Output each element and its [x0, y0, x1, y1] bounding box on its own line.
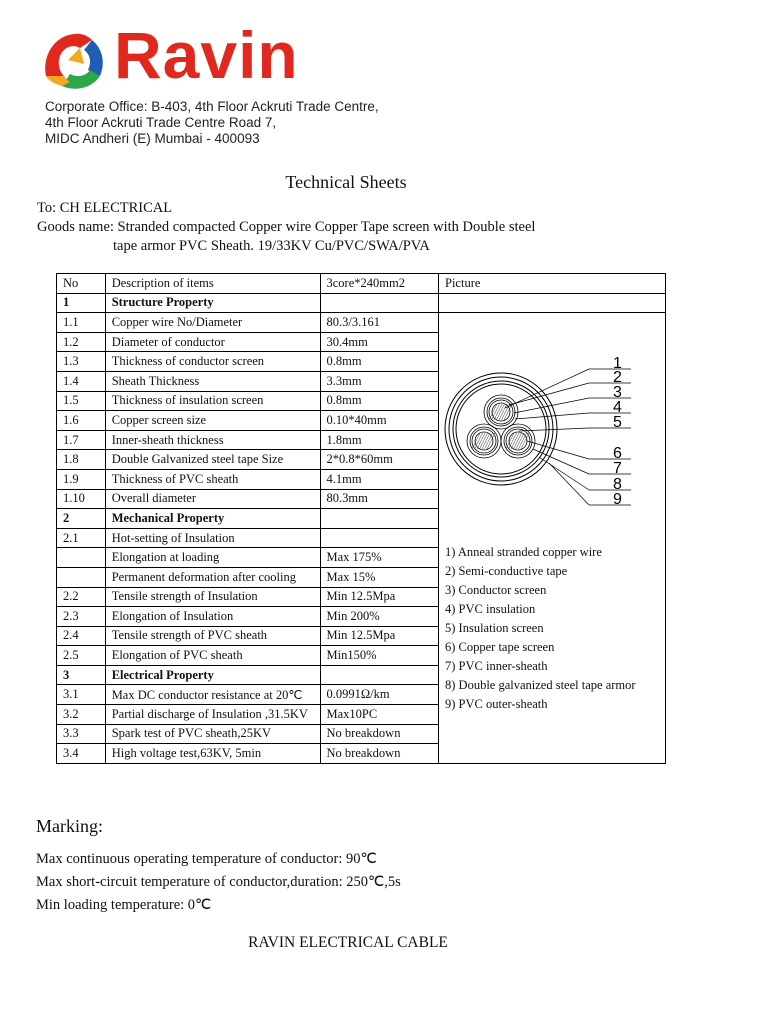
- row-description: Inner-sheath thickness: [105, 430, 320, 450]
- row-value: 0.10*40mm: [320, 411, 439, 431]
- row-no: 1.3: [57, 352, 106, 372]
- row-value: 0.8mm: [320, 391, 439, 411]
- callout-number: 5: [613, 414, 622, 432]
- row-no: 1.4: [57, 371, 106, 391]
- picture-cell: [439, 313, 666, 764]
- goods-name: Goods name: Stranded compacted Copper wire Copper Tape screen with Double steel: [37, 219, 536, 235]
- row-description: Max DC conductor resistance at 20℃: [105, 685, 320, 705]
- table-row: [57, 293, 666, 313]
- row-description: High voltage test,63KV, 5min: [105, 744, 320, 764]
- row-no: [57, 567, 106, 587]
- order-info: [37, 199, 535, 256]
- row-description: Electrical Property: [105, 665, 320, 685]
- page-title: Technical Sheets: [285, 172, 407, 192]
- row-value: Min 200%: [320, 607, 439, 627]
- recipient: To: CH ELECTRICAL: [37, 200, 173, 216]
- row-value: Min150%: [320, 646, 439, 666]
- callout-number: 6: [613, 445, 622, 463]
- row-description: Elongation of Insulation: [105, 607, 320, 627]
- table-header-row: [57, 274, 666, 294]
- legend-item: 4) PVC insulation: [445, 602, 536, 617]
- row-no: 2.2: [57, 587, 106, 607]
- corporate-address: [45, 99, 379, 147]
- footer-company: RAVIN ELECTRICAL CABLE: [248, 934, 448, 951]
- callout-number: 9: [613, 491, 622, 509]
- row-no: [57, 548, 106, 568]
- row-value: [320, 293, 439, 313]
- goods-name-cont: tape armor PVC Sheath. 19/33KV Cu/PVC/SWA/PVA: [113, 238, 430, 254]
- legend-item: 2) Semi-conductive tape: [445, 564, 568, 579]
- row-description: Spark test of PVC sheath,25KV: [105, 724, 320, 744]
- legend-item: 5) Insulation screen: [445, 621, 544, 636]
- row-description: Copper wire No/Diameter: [105, 313, 320, 333]
- marking-heading: Marking:: [36, 816, 103, 836]
- row-value: 80.3/3.161: [320, 313, 439, 333]
- row-no: 3.3: [57, 724, 106, 744]
- row-value: No breakdown: [320, 744, 439, 764]
- row-description: Hot-setting of Insulation: [105, 528, 320, 548]
- legend-item: 6) Copper tape screen: [445, 640, 555, 655]
- row-no: 3.1: [57, 685, 106, 705]
- legend-item: 7) PVC inner-sheath: [445, 659, 548, 674]
- row-value: 80.3mm: [320, 489, 439, 509]
- row-value: Min 12.5Mpa: [320, 587, 439, 607]
- row-value: Min 12.5Mpa: [320, 626, 439, 646]
- row-no: 1.9: [57, 469, 106, 489]
- row-value: Max 15%: [320, 567, 439, 587]
- row-value: No breakdown: [320, 724, 439, 744]
- row-description: Thickness of insulation screen: [105, 391, 320, 411]
- picture-spacer: [439, 293, 666, 313]
- marking-lines: [36, 848, 401, 917]
- address-line: Corporate Office: B-403, 4th Floor Ackruti Trade Centre,: [45, 99, 379, 114]
- row-value: 2*0.8*60mm: [320, 450, 439, 470]
- header-value: 3core*240mm2: [320, 274, 439, 294]
- address-line: 4th Floor Ackruti Trade Centre Road 7,: [45, 115, 277, 130]
- row-description: Elongation of PVC sheath: [105, 646, 320, 666]
- table-row: [57, 313, 666, 333]
- brand-name: Ravin: [114, 18, 299, 92]
- callout-number: 2: [613, 369, 622, 387]
- marking-line: Min loading temperature: 0℃: [36, 897, 212, 913]
- row-no: 2.5: [57, 646, 106, 666]
- row-value: [320, 665, 439, 685]
- header-description: Description of items: [105, 274, 320, 294]
- spec-table: [56, 273, 666, 764]
- row-no: 1: [57, 293, 106, 313]
- row-value: [320, 528, 439, 548]
- row-no: 1.6: [57, 411, 106, 431]
- row-no: 1.10: [57, 489, 106, 509]
- row-description: Double Galvanized steel tape Size: [105, 450, 320, 470]
- marking-line: Max continuous operating temperature of conductor: 90℃: [36, 851, 377, 867]
- row-description: Copper screen size: [105, 411, 320, 431]
- row-no: 1.5: [57, 391, 106, 411]
- row-no: 2.4: [57, 626, 106, 646]
- legend-item: 3) Conductor screen: [445, 583, 547, 598]
- row-no: 1.8: [57, 450, 106, 470]
- callout-number: 1: [613, 355, 622, 373]
- row-no: 3: [57, 665, 106, 685]
- row-value: [320, 509, 439, 529]
- row-no: 1.2: [57, 332, 106, 352]
- header-no: No: [57, 274, 106, 294]
- row-description: Tensile strength of Insulation: [105, 587, 320, 607]
- legend-item: 9) PVC outer-sheath: [445, 697, 548, 712]
- row-value: 1.8mm: [320, 430, 439, 450]
- row-description: Overall diameter: [105, 489, 320, 509]
- row-value: 0.0991Ω/km: [320, 685, 439, 705]
- component-legend: [445, 543, 665, 714]
- callout-number: 3: [613, 384, 622, 402]
- row-description: Diameter of conductor: [105, 332, 320, 352]
- legend-item: 1) Anneal stranded copper wire: [445, 545, 602, 560]
- marking-line: Max short-circuit temperature of conductor,duration: 250℃,5s: [36, 874, 401, 890]
- row-no: 2.3: [57, 607, 106, 627]
- row-description: Tensile strength of PVC sheath: [105, 626, 320, 646]
- row-description: Thickness of conductor screen: [105, 352, 320, 372]
- row-description: Thickness of PVC sheath: [105, 469, 320, 489]
- row-no: 1.7: [57, 430, 106, 450]
- row-value: Max 175%: [320, 548, 439, 568]
- row-no: 3.4: [57, 744, 106, 764]
- callout-number: 8: [613, 476, 622, 494]
- row-value: Max10PC: [320, 705, 439, 725]
- row-value: 30.4mm: [320, 332, 439, 352]
- row-no: 2: [57, 509, 106, 529]
- row-description: Sheath Thickness: [105, 371, 320, 391]
- callout-number: 4: [613, 399, 622, 417]
- row-value: 0.8mm: [320, 352, 439, 372]
- callout-number: 7: [613, 460, 622, 478]
- row-no: 1.1: [57, 313, 106, 333]
- cable-cross-section-icon: [439, 317, 665, 543]
- row-description: Partial discharge of Insulation ,31.5KV: [105, 705, 320, 725]
- row-description: Elongation at loading: [105, 548, 320, 568]
- header-picture: Picture: [439, 274, 666, 294]
- row-no: 2.1: [57, 528, 106, 548]
- legend-item: 8) Double galvanized steel tape armor: [445, 678, 636, 693]
- row-no: 3.2: [57, 705, 106, 725]
- row-description: Structure Property: [105, 293, 320, 313]
- row-description: Permanent deformation after cooling: [105, 567, 320, 587]
- row-description: Mechanical Property: [105, 509, 320, 529]
- row-value: 4.1mm: [320, 469, 439, 489]
- address-line: MIDC Andheri (E) Mumbai - 400093: [45, 131, 260, 146]
- row-value: 3.3mm: [320, 371, 439, 391]
